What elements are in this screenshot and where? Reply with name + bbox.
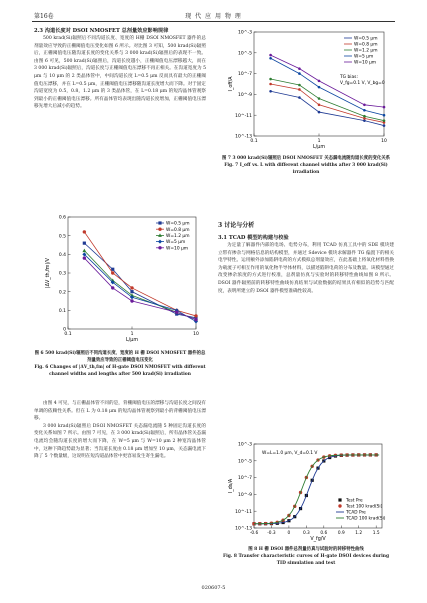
x-tick-label: 1.5 [372, 531, 380, 536]
y-tick-label: 10^-5 [238, 51, 252, 57]
y-tick-label: 10^-11 [235, 509, 252, 515]
bias-annotation: W=L=1.0 μm, V_d=0.1 V [262, 451, 318, 456]
data-point [269, 90, 272, 93]
data-point [363, 109, 366, 112]
figure-6-caption-en: Fig. 6 Changes of |ΔV_th,fm| of H-gate DSOI NMOSFET with different channel widths and lengths after 500 krad(Si) irradiation [34, 365, 206, 377]
data-point [298, 88, 301, 91]
section-3-title: 3 讨论与分析 [218, 222, 255, 229]
y-axis-label: I_ds/A [229, 478, 234, 494]
data-point [269, 57, 272, 60]
data-point [318, 86, 321, 89]
figure-6-caption [34, 350, 206, 378]
figure-8-chart [218, 440, 394, 544]
legend-label: W=1.2 μm [354, 48, 378, 54]
legend-label: W=5 μm [166, 240, 186, 246]
data-point [269, 83, 272, 86]
journal-title: 现 代 应 用 物 理 [185, 13, 242, 20]
figure-6-chart [34, 209, 206, 351]
data-point [83, 242, 86, 245]
legend-label: TCAD 100 krad(Si) [346, 516, 386, 522]
legend-label: W=0.8 μm [166, 227, 190, 233]
data-point [298, 96, 301, 99]
legend-label: Test 100 krad(Si) [346, 504, 383, 510]
data-point [383, 114, 386, 117]
data-point [298, 67, 301, 70]
figure-6-caption-cn: 图 6 500 krad(Si)辐照后不同沟道长度、宽度的 H 栅 DSOI NMOSFET 器件的总剂量效应导致的正栅阈值电压变化 [34, 351, 206, 363]
y-tick-label: 10^-13 [235, 134, 252, 140]
figure-7-caption [218, 155, 394, 176]
legend-label: Test Pre [346, 498, 363, 504]
y-axis-label: |ΔV_th,fm|/V [46, 258, 51, 288]
data-point [298, 84, 301, 87]
y-tick-label: 10^-13 [235, 526, 252, 532]
leakage-paragraph: 3 000 krad(Si)辐照后 DSOI NMOSFET 关态漏电流随 5 种固定沟道长度的变化关系如图 7 所示。由图 7 可见，在 3 000 krad(Si)辐照后，所有晶体管关态漏电流均会随沟道长度的增大而下降，在 W=5 μm 与 W=10 μm 2 种宽沟晶体管中，这种下降趋势最为显著；当沟道长度由 0.18 μm 增加至 10 μm，关态漏电流下降了 5 个数量级，这说明在短沟道晶体管中更容易发生寄生漏电。 [34, 423, 206, 460]
legend-label: W=0.8 μm [354, 42, 378, 48]
figure-8-caption [218, 546, 394, 567]
series-line [271, 91, 384, 125]
y-tick-label: 10^-3 [238, 442, 252, 448]
legend-label: W=1.2 μm [166, 234, 190, 239]
x-tick-label: 0.1 [250, 139, 258, 144]
legend-marker [158, 240, 162, 244]
page-number: 020607-5 [201, 585, 226, 591]
y-tick-label: 10^-5 [238, 459, 252, 465]
data-point [318, 80, 321, 83]
bias-annotation: V_fg=0.1 V, V_bg=0 [340, 81, 385, 86]
data-point [269, 54, 272, 57]
data-point [130, 286, 133, 289]
figure-8-caption-cn: 图 8 H 栅 DSOI 器件总剂量仿真与试验时的转移特性曲线 [248, 547, 364, 552]
right-column-text [218, 222, 394, 295]
series-line [84, 254, 196, 321]
series-line [84, 243, 196, 318]
legend-label: W=10 μm [354, 60, 377, 66]
data-point [194, 314, 197, 317]
legend-label: W=0.5 μm [166, 221, 190, 227]
legend-label: TCAD Pre [346, 510, 366, 516]
y-tick-label: 0.3 [58, 271, 66, 277]
data-point [111, 286, 114, 289]
y-tick-label: 0.4 [58, 252, 66, 258]
bias-annotation: TG bias: [340, 75, 358, 80]
volume-label: 第16卷 [34, 13, 54, 20]
data-point [318, 97, 321, 100]
y-tick-label: 0.5 [58, 234, 66, 240]
data-point [363, 115, 366, 118]
y-tick-label: 10^-7 [238, 72, 252, 78]
series-line [84, 258, 196, 320]
legend-label: W=10 μm [166, 246, 189, 252]
section-2-3-paragraph: 500 krad(Si)辐照后不同沟道长度、宽度的 H栅 DSOI NMOSFET 器件的总剂量效应导致的正栅阈值电压变化如图 6 所示。对比图 3 可知，500 krad(Si)辐照后，正栅阈值电压随沟道长度的变化关系与 3 000 krad(Si)辐照后的表现不一致。由图 6 可见，500 krad(Si)辐照后，沟道长度越小，正栅阈值电压漂移越大，而在 3 000 krad(Si)辐照后，沟道长度与正栅阈值电压漂移不再正相关。在沟道宽度为 5 μm 与 10 μm 的 2 类晶体管中，中间沟道长度 L=0.5 μm 反而具有最大的正栅阈值电压漂移，并在 L=0.5 μm，正栅阈值电压漂移随沟道长度增大而下降。对于固定沟道宽度为 0.5，0.8，1.2 μm 的 3 类晶体管，在 L=0.18 μm 的短沟晶体管观察到最小的正栅阈值电压漂移。所有晶体管均表现出随沟道长度增加，正栅阈值电压漂移先增大后减小的趋势。 [34, 36, 206, 110]
data-point [383, 124, 386, 127]
x-axis-label: V_fg/V [310, 537, 326, 542]
x-tick-label: -0.3 [267, 531, 276, 536]
figure-8-caption-en: Fig. 8 Transfer characteristic curves of H-gate DSOI devices during TID simulation and test [222, 554, 390, 566]
y-tick-label: 0 [63, 327, 66, 333]
data-point [130, 299, 133, 302]
y-tick-label: 10^-9 [238, 93, 252, 98]
data-point [175, 311, 178, 314]
data-point [83, 256, 86, 259]
left-column [34, 27, 206, 111]
x-tick-label: 10 [193, 332, 199, 337]
data-point [269, 78, 272, 81]
legend-marker [338, 504, 341, 507]
x-tick-label: 0.9 [337, 531, 345, 536]
x-tick-label: 0 [287, 531, 291, 536]
x-tick-label: 0.6 [320, 531, 328, 536]
y-axis-label: I_off/A [229, 76, 234, 92]
data-point [111, 271, 114, 274]
x-tick-label: 1 [130, 332, 134, 337]
header-rule [32, 21, 395, 22]
data-point [83, 230, 86, 233]
y-tick-label: 10^-9 [238, 493, 252, 498]
x-tick-label: 1 [317, 139, 321, 144]
x-tick-label: 0.1 [64, 332, 72, 337]
legend-marker [158, 228, 161, 231]
y-tick-label: 10^-11 [235, 113, 252, 119]
data-point [318, 111, 321, 114]
backgate-paragraph: 由图 4 可见，与正栅晶体管不同的是，背栅阈值电压的漂移与沟道长度之间没有单调的依赖性关系。但在 L 为 0.18 μm 的短沟晶体管观察到最小的背栅阈值电压漂移。 [34, 401, 206, 422]
data-point [363, 104, 366, 107]
legend-marker [338, 498, 341, 501]
y-tick-label: 0.1 [58, 308, 66, 314]
y-tick-label: 0.6 [58, 215, 66, 221]
y-tick-label: 0.2 [58, 290, 66, 296]
legend-marker [158, 246, 161, 249]
x-tick-label: 10 [381, 139, 387, 144]
x-axis-label: L/μm [125, 338, 139, 343]
series-line [271, 58, 384, 115]
section-3-1-title: 3.1 TCAD 模型的构建与校验 [218, 235, 289, 241]
legend-label: W=0.5 μm [354, 36, 378, 42]
x-axis-label: L/μm [312, 145, 326, 150]
data-point [383, 106, 386, 109]
figure-7-chart [218, 26, 394, 154]
y-tick-label: 10^-7 [238, 476, 252, 482]
data-point [383, 119, 386, 122]
data-point [194, 318, 197, 321]
data-point [298, 72, 301, 75]
figure-7-caption-cn: 图 7 3 000 krad(Si)辐照后 DSOI NMOSFET 关态漏电流随沟道长度的变化关系 [221, 156, 391, 161]
data-point [318, 104, 321, 107]
x-tick-label: 1.2 [355, 531, 363, 536]
section-2-3-title: 2.3 沟道长度对 DSOI NMOSFET 总剂量效应影响规律 [34, 28, 169, 34]
left-column-lower [34, 400, 206, 461]
legend-label: W=5 μm [354, 54, 374, 60]
x-tick-label: -0.6 [249, 531, 259, 536]
legend-marker [158, 221, 161, 224]
section-3-1-paragraph: 为定量了解器件内部的电场、电势分布，利用 TCAD 仿真工具中的 SDE 模块建立带有掺杂与网格信息的结构模型，并通过 Sdevice 模块求解器件 TG 偏置下的相关电学特性。运用额外添加陷阱电荷的方式模拟总剂量效应，在此基础上将氧化材料替换为载流子可相互作用的氧化物半导体材料，以描述陷阱电荷的分布及数量。该模型通过改变掺杂浓度的方式进行校准，总剂量仿真与实验时的转移特性曲线如图 8 所示。DSOI 器件辐照前的转移特性曲线仿真结果与试验数据的结果具有相似的趋势与匹配度，表明所建立的 DSOI 器件模型准确性较高。 [218, 243, 394, 294]
data-point [111, 268, 114, 271]
data-point [130, 290, 133, 293]
figure-7-caption-en: Fig. 7 I_off vs. L with different channel widths after 3 000 krad(Si) irradiation [224, 163, 388, 175]
data-point [363, 119, 366, 122]
y-tick-label: 10^-3 [238, 30, 252, 36]
data-point [82, 249, 86, 253]
x-tick-label: 0.3 [302, 531, 310, 536]
series-line [84, 251, 196, 320]
